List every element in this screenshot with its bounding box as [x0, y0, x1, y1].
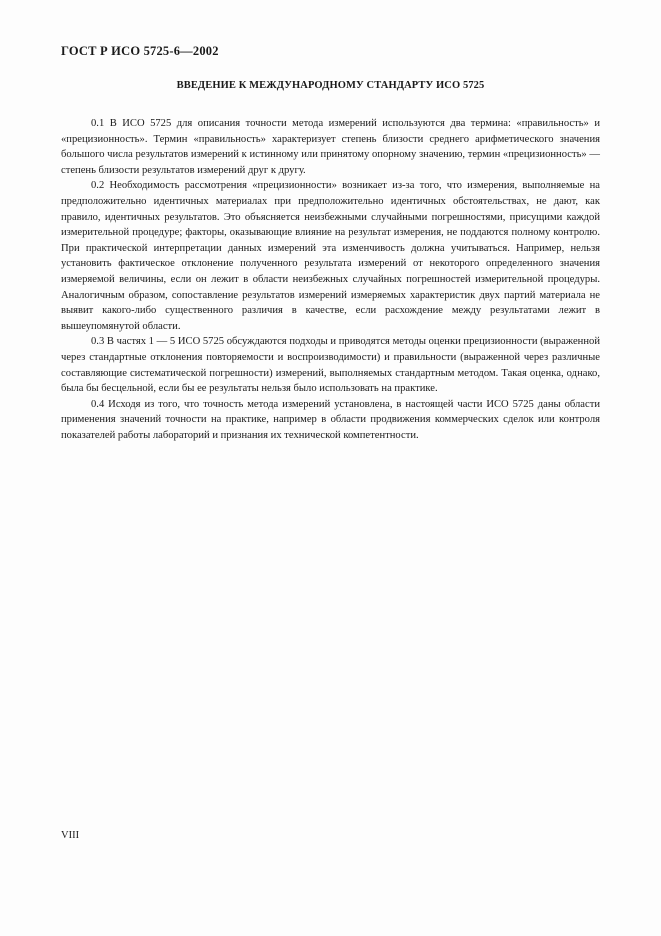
- paragraph-0-3: 0.3 В частях 1 — 5 ИСО 5725 обсуждаются подходы и приводятся методы оценки прецизионности (выраженной через стандартные отклонения повторяемости и воспроизводимости) и правильности (выраженной через различные составляющие систематической погрешности) измерений, выполняемых стандартным методом. Такая оценка, однако, была бы бесцельной, если бы ее результаты нельзя было использовать на практике.: [61, 336, 600, 395]
- document-code: ГОСТ Р ИСО 5725-6—2002: [61, 44, 219, 58]
- paragraph-0-4: 0.4 Исходя из того, что точность метода измерений установлена, в настоящей части ИСО 5725 даны области применения значений точности на практике, например в области продвижения коммерческих сделок или контроля показателей работы лабораторий и признания их технической компетентности.: [61, 398, 600, 441]
- page-number: VIII: [61, 830, 80, 841]
- section-title: ВВЕДЕНИЕ К МЕЖДУНАРОДНОМУ СТАНДАРТУ ИСО 5725: [176, 80, 485, 91]
- paragraph-0-1: 0.1 В ИСО 5725 для описания точности метода измерений используются два термина: «правильность» и «прецизионность». Термин «правильность» характеризует степень близости среднего арифметического значения большого числа результатов измерений к истинному или принятому опорному значению, термин «прецизионность» — степень близости результатов измерений друг к другу.: [61, 118, 600, 176]
- body-text: [61, 116, 600, 443]
- paragraph-0-2: 0.2 Необходимость рассмотрения «прецизионности» возникает из-за того, что измерения, выполняемые на предположительно идентичных материалах при предположительно идентичных обстоятельствах, не дают, как правило, идентичных результатов. Это объясняется неизбежными случайными погрешностями, присущими каждой измерительной процедуре; факторы, оказывающие влияние на результат измерения, не поддаются полному контролю. При практической интерпретации данных измерений эта изменчивость должна учитываться. Например, нельзя установить фактическое отклонение полученного результата измерений от некоторого определенного значения измеряемой величины, если он лежит в области неизбежных случайных погрешностей измерительной процедуры. Аналогичным образом, сопоставление результатов измерений измеряемых характеристик двух партий материала не выявит какого-либо существенного различия в качестве, если расхождение между результатами лежит в вышеупомянутой области.: [61, 180, 600, 332]
